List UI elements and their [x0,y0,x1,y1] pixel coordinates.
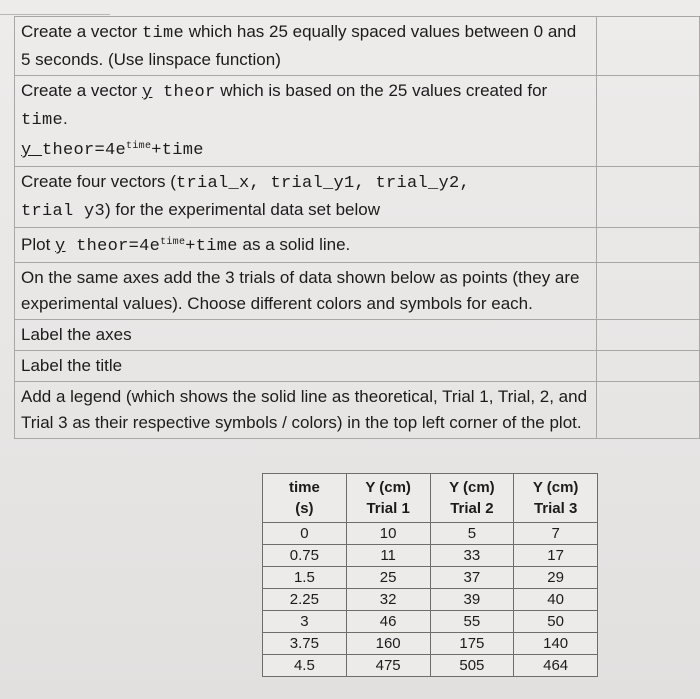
cell-trial-2: 175 [430,633,514,655]
header-trial-2: Y (cm) Trial 2 [430,474,514,523]
cell-time: 3 [263,611,347,633]
cell-trial-1: 32 [346,589,430,611]
completion-cell[interactable] [597,263,700,320]
cell-time: 0 [263,523,347,545]
cell-time: 3.75 [263,633,347,655]
cell-trial-2: 37 [430,567,514,589]
cell-trial-3: 29 [514,567,598,589]
task-row [15,17,700,76]
cell-time: 2.25 [263,589,347,611]
header-time: time (s) [263,474,347,523]
table-tab-edge [0,0,110,15]
task-row [15,167,700,228]
task-cell: Plot y $theor=4e^{time}+time$ as a solid line. [15,228,597,263]
cell-trial-2: 33 [430,545,514,567]
experimental-data-table [262,473,598,677]
completion-cell[interactable] [597,76,700,167]
cell-trial-3: 50 [514,611,598,633]
cell-time: 0.75 [263,545,347,567]
completion-cell[interactable] [597,382,700,439]
table-row [263,523,598,545]
task-row [15,76,700,167]
header-trial-3: Y (cm) Trial 3 [514,474,598,523]
cell-trial-1: 160 [346,633,430,655]
cell-trial-3: 464 [514,655,598,677]
task-table [14,16,700,439]
completion-cell[interactable] [597,17,700,76]
completion-cell[interactable] [597,228,700,263]
table-row [263,611,598,633]
task-row [15,351,700,382]
cell-trial-1: 25 [346,567,430,589]
task-cell: Create a vector time which has 25 equally spaced values between 0 and 5 seconds. (Use linspace function) [15,17,597,76]
cell-trial-1: 475 [346,655,430,677]
task-cell: Create a vector y theor which is based on the 25 values created for time. y $theor=4e^{time}+time$ [15,76,597,167]
table-row [263,589,598,611]
table-row [263,545,598,567]
completion-cell[interactable] [597,320,700,351]
cell-trial-3: 17 [514,545,598,567]
cell-trial-3: 140 [514,633,598,655]
cell-trial-2: 505 [430,655,514,677]
completion-cell[interactable] [597,167,700,228]
task-cell: Create four vectors (trial_x, trial_y1, trial_y2, trial y3) for the experimental data set below [15,167,597,228]
task-row [15,228,700,263]
task-cell: Add a legend (which shows the solid line as theoretical, Trial 1, Trial, 2, and Trial 3 as their respective symbols / colors) in the top left corner of the plot. [15,382,597,439]
cell-time: 1.5 [263,567,347,589]
cell-trial-2: 55 [430,611,514,633]
cell-trial-2: 5 [430,523,514,545]
task-row [15,382,700,439]
cell-trial-3: 40 [514,589,598,611]
table-row [263,633,598,655]
table-row [263,655,598,677]
completion-cell[interactable] [597,351,700,382]
task-row [15,320,700,351]
task-cell: Label the title [15,351,597,382]
data-header-row [263,474,598,523]
cell-time: 4.5 [263,655,347,677]
cell-trial-3: 7 [514,523,598,545]
cell-trial-1: 46 [346,611,430,633]
task-cell: On the same axes add the 3 trials of data shown below as points (they are experimental values). Choose different colors and symbols for each. [15,263,597,320]
task-cell: Label the axes [15,320,597,351]
cell-trial-2: 39 [430,589,514,611]
header-trial-1: Y (cm) Trial 1 [346,474,430,523]
cell-trial-1: 10 [346,523,430,545]
cell-trial-1: 11 [346,545,430,567]
task-row [15,263,700,320]
table-row [263,567,598,589]
